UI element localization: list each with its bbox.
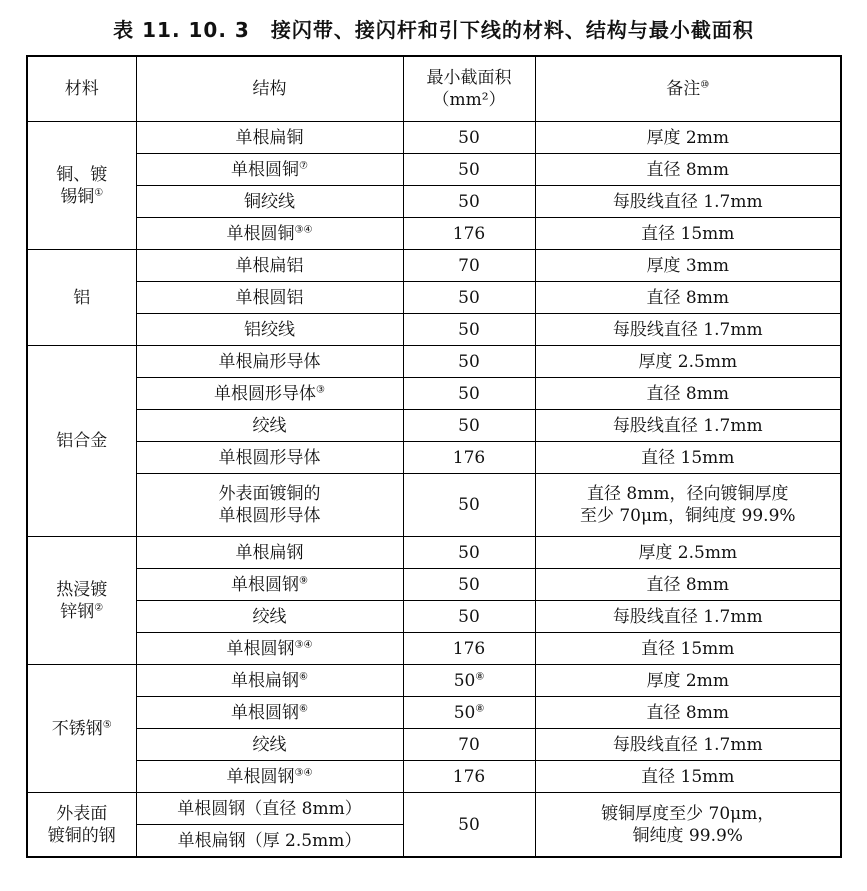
cell-text: 直径 8mm xyxy=(646,574,729,595)
area-cell xyxy=(403,569,535,601)
cell-text: 50 xyxy=(458,287,480,308)
structure-cell xyxy=(136,697,403,729)
cell-text: 不锈钢 xyxy=(51,718,103,739)
structure-cell xyxy=(136,569,403,601)
cell-text: 厚度 2mm xyxy=(646,127,729,148)
note-cell xyxy=(535,793,841,858)
cell-text: 单根扁钢（厚 2.5mm） xyxy=(177,830,362,851)
cell-text: 50 xyxy=(458,191,480,212)
cell-text: 厚度 2.5mm xyxy=(638,351,738,372)
note-cell xyxy=(535,537,841,569)
footnote-mark: ⑥ xyxy=(299,702,308,714)
area-cell xyxy=(403,122,535,154)
cell-text: 单根圆形导体 xyxy=(218,447,321,468)
cell-text: 厚度 3mm xyxy=(646,255,729,276)
material-cell xyxy=(27,122,136,250)
area-cell xyxy=(403,697,535,729)
structure-cell xyxy=(136,474,403,537)
cell-text: 外表面 镀铜的钢 xyxy=(47,803,116,846)
table-row xyxy=(27,378,841,410)
area-cell xyxy=(403,218,535,250)
cell-text: 每股线直径 1.7mm xyxy=(612,734,763,755)
area-cell xyxy=(403,346,535,378)
structure-cell xyxy=(136,154,403,186)
note-cell xyxy=(535,346,841,378)
area-cell xyxy=(403,537,535,569)
footnote-mark: ⑧ xyxy=(475,702,485,714)
area-cell xyxy=(403,442,535,474)
table-row xyxy=(27,761,841,793)
structure-cell xyxy=(136,186,403,218)
area-cell xyxy=(403,186,535,218)
table-row xyxy=(27,601,841,633)
header-note: 备注⑩ xyxy=(535,56,841,122)
cell-text: 直径 15mm xyxy=(641,766,735,787)
note-cell xyxy=(535,282,841,314)
cell-text: 50 xyxy=(458,383,480,404)
area-cell xyxy=(403,665,535,697)
cell-text: 铜、镀 锡铜 xyxy=(56,164,108,207)
area-cell xyxy=(403,793,535,858)
footnote-mark: ⑥ xyxy=(299,670,308,682)
materials-table xyxy=(26,55,842,858)
table-row xyxy=(27,186,841,218)
note-cell xyxy=(535,378,841,410)
cell-text: 单根圆铜 xyxy=(226,223,295,244)
structure-cell xyxy=(136,633,403,665)
cell-text: 厚度 2.5mm xyxy=(638,542,738,563)
table-row xyxy=(27,474,841,537)
cell-text: 50 xyxy=(458,127,480,148)
header-material: 材料 xyxy=(27,56,136,122)
table-row xyxy=(27,697,841,729)
footnote-mark: ③④ xyxy=(294,766,313,778)
note-cell xyxy=(535,186,841,218)
table-row xyxy=(27,154,841,186)
area-cell xyxy=(403,410,535,442)
header-area: 最小截面积 （mm²） xyxy=(403,56,535,122)
area-cell xyxy=(403,474,535,537)
footnote-mark: ② xyxy=(94,601,104,613)
table-row xyxy=(27,633,841,665)
cell-text: 50 xyxy=(458,542,480,563)
cell-text: 每股线直径 1.7mm xyxy=(612,606,763,627)
cell-text: 50 xyxy=(453,702,476,723)
cell-text: 单根圆钢（直径 8mm） xyxy=(177,798,362,819)
area-cell xyxy=(403,729,535,761)
cell-text: 绞线 xyxy=(252,606,287,627)
cell-text: 单根圆钢 xyxy=(226,638,295,659)
footnote-mark: ⑩ xyxy=(700,79,710,91)
header-structure: 结构 xyxy=(136,56,403,122)
material-cell xyxy=(27,793,136,858)
footnote-mark: ③④ xyxy=(294,638,313,650)
material-cell xyxy=(27,250,136,346)
footnote-mark: ③ xyxy=(316,383,325,395)
cell-text: 厚度 2mm xyxy=(646,670,729,691)
cell-text: 单根圆钢 xyxy=(226,766,295,787)
note-cell xyxy=(535,729,841,761)
material-cell xyxy=(27,346,136,537)
cell-text: 50 xyxy=(458,606,480,627)
cell-text: 176 xyxy=(452,447,486,468)
note-cell xyxy=(535,122,841,154)
cell-text: 50 xyxy=(458,415,480,436)
structure-cell xyxy=(136,378,403,410)
table-row xyxy=(27,282,841,314)
cell-text: 铝 xyxy=(73,287,91,308)
cell-text: 单根圆钢 xyxy=(231,574,300,595)
cell-text: 单根扁形导体 xyxy=(218,351,321,372)
cell-text: 单根圆铝 xyxy=(235,287,304,308)
cell-text: 176 xyxy=(452,766,486,787)
cell-text: 单根圆形导体 xyxy=(214,383,317,404)
cell-text: 50 xyxy=(458,574,480,595)
note-cell xyxy=(535,697,841,729)
cell-text: 50 xyxy=(458,319,480,340)
table-row xyxy=(27,793,841,825)
cell-text: 50 xyxy=(458,159,480,180)
structure-cell xyxy=(136,729,403,761)
cell-text: 热浸镀 锌钢 xyxy=(56,579,108,622)
area-cell xyxy=(403,761,535,793)
cell-text: 铜绞线 xyxy=(244,191,295,212)
cell-text: 直径 8mm，径向镀铜厚度 至少 70μm，铜纯度 99.9% xyxy=(579,484,796,526)
cell-text: 直径 8mm xyxy=(646,159,729,180)
structure-cell xyxy=(136,537,403,569)
cell-text: 镀铜厚度至少 70μm， 铜纯度 99.9% xyxy=(601,803,775,846)
cell-text: 50 xyxy=(458,495,480,515)
cell-text: 直径 15mm xyxy=(641,638,735,659)
cell-text: 70 xyxy=(458,734,480,755)
cell-text: 直径 15mm xyxy=(641,447,735,468)
cell-text: 176 xyxy=(452,223,486,244)
footnote-mark: ⑦ xyxy=(299,159,308,171)
footnote-mark: ⑤ xyxy=(102,718,112,730)
cell-text: 单根圆铜 xyxy=(231,159,300,180)
structure-cell xyxy=(136,442,403,474)
area-cell xyxy=(403,601,535,633)
structure-cell xyxy=(136,410,403,442)
cell-text: 绞线 xyxy=(252,415,287,436)
structure-cell xyxy=(136,665,403,697)
structure-cell xyxy=(136,346,403,378)
structure-cell xyxy=(136,793,403,825)
area-cell xyxy=(403,314,535,346)
cell-text: 70 xyxy=(458,255,480,276)
table-body xyxy=(27,122,841,858)
cell-text: 单根扁铝 xyxy=(235,255,304,276)
material-cell xyxy=(27,665,136,793)
table-row xyxy=(27,250,841,282)
note-cell xyxy=(535,569,841,601)
table-title: 表 11. 10. 3 接闪带、接闪杆和引下线的材料、结构与最小截面积 xyxy=(113,18,754,42)
note-cell xyxy=(535,442,841,474)
cell-text: 单根扁钢 xyxy=(231,670,300,691)
cell-text: 176 xyxy=(452,638,486,659)
cell-text: 直径 8mm xyxy=(646,287,729,308)
table-row xyxy=(27,537,841,569)
table-row xyxy=(27,122,841,154)
structure-cell xyxy=(136,122,403,154)
cell-text: 铝合金 xyxy=(56,431,108,451)
cell-text: 50 xyxy=(458,814,480,835)
table-row xyxy=(27,346,841,378)
cell-text: 绞线 xyxy=(252,734,287,755)
cell-text: 直径 15mm xyxy=(641,223,735,244)
structure-cell xyxy=(136,601,403,633)
area-cell xyxy=(403,154,535,186)
note-cell xyxy=(535,314,841,346)
note-cell xyxy=(535,633,841,665)
cell-text: 单根扁钢 xyxy=(235,542,304,563)
footnote-mark: ⑧ xyxy=(475,670,485,682)
cell-text: 每股线直径 1.7mm xyxy=(612,319,763,340)
cell-text: 单根圆钢 xyxy=(231,702,300,723)
area-cell xyxy=(403,378,535,410)
note-cell xyxy=(535,761,841,793)
table-row xyxy=(27,410,841,442)
cell-text: 每股线直径 1.7mm xyxy=(612,415,763,436)
note-cell xyxy=(535,474,841,537)
cell-text: 外表面镀铜的 单根圆形导体 xyxy=(218,484,321,526)
table-row xyxy=(27,218,841,250)
structure-cell xyxy=(136,761,403,793)
table-row xyxy=(27,729,841,761)
table-row xyxy=(27,569,841,601)
structure-cell xyxy=(136,282,403,314)
header-row xyxy=(27,56,841,122)
area-cell xyxy=(403,250,535,282)
note-cell xyxy=(535,601,841,633)
cell-text: 铝绞线 xyxy=(244,319,295,340)
cell-text: 单根扁铜 xyxy=(235,127,304,148)
note-cell xyxy=(535,665,841,697)
area-cell xyxy=(403,282,535,314)
table-row xyxy=(27,665,841,697)
note-cell xyxy=(535,250,841,282)
structure-cell xyxy=(136,314,403,346)
structure-cell xyxy=(136,250,403,282)
structure-cell xyxy=(136,825,403,858)
cell-text: 50 xyxy=(458,351,480,372)
cell-text: 每股线直径 1.7mm xyxy=(612,191,763,212)
note-cell xyxy=(535,410,841,442)
cell-text: 50 xyxy=(453,670,476,691)
material-cell xyxy=(27,537,136,665)
structure-cell xyxy=(136,218,403,250)
footnote-mark: ⑨ xyxy=(299,574,308,586)
table-row xyxy=(27,314,841,346)
note-cell xyxy=(535,218,841,250)
footnote-mark: ③④ xyxy=(294,223,313,235)
table-row xyxy=(27,442,841,474)
note-cell xyxy=(535,154,841,186)
footnote-mark: ① xyxy=(94,186,104,198)
cell-text: 直径 8mm xyxy=(646,702,729,723)
cell-text: 直径 8mm xyxy=(646,383,729,404)
area-cell xyxy=(403,633,535,665)
